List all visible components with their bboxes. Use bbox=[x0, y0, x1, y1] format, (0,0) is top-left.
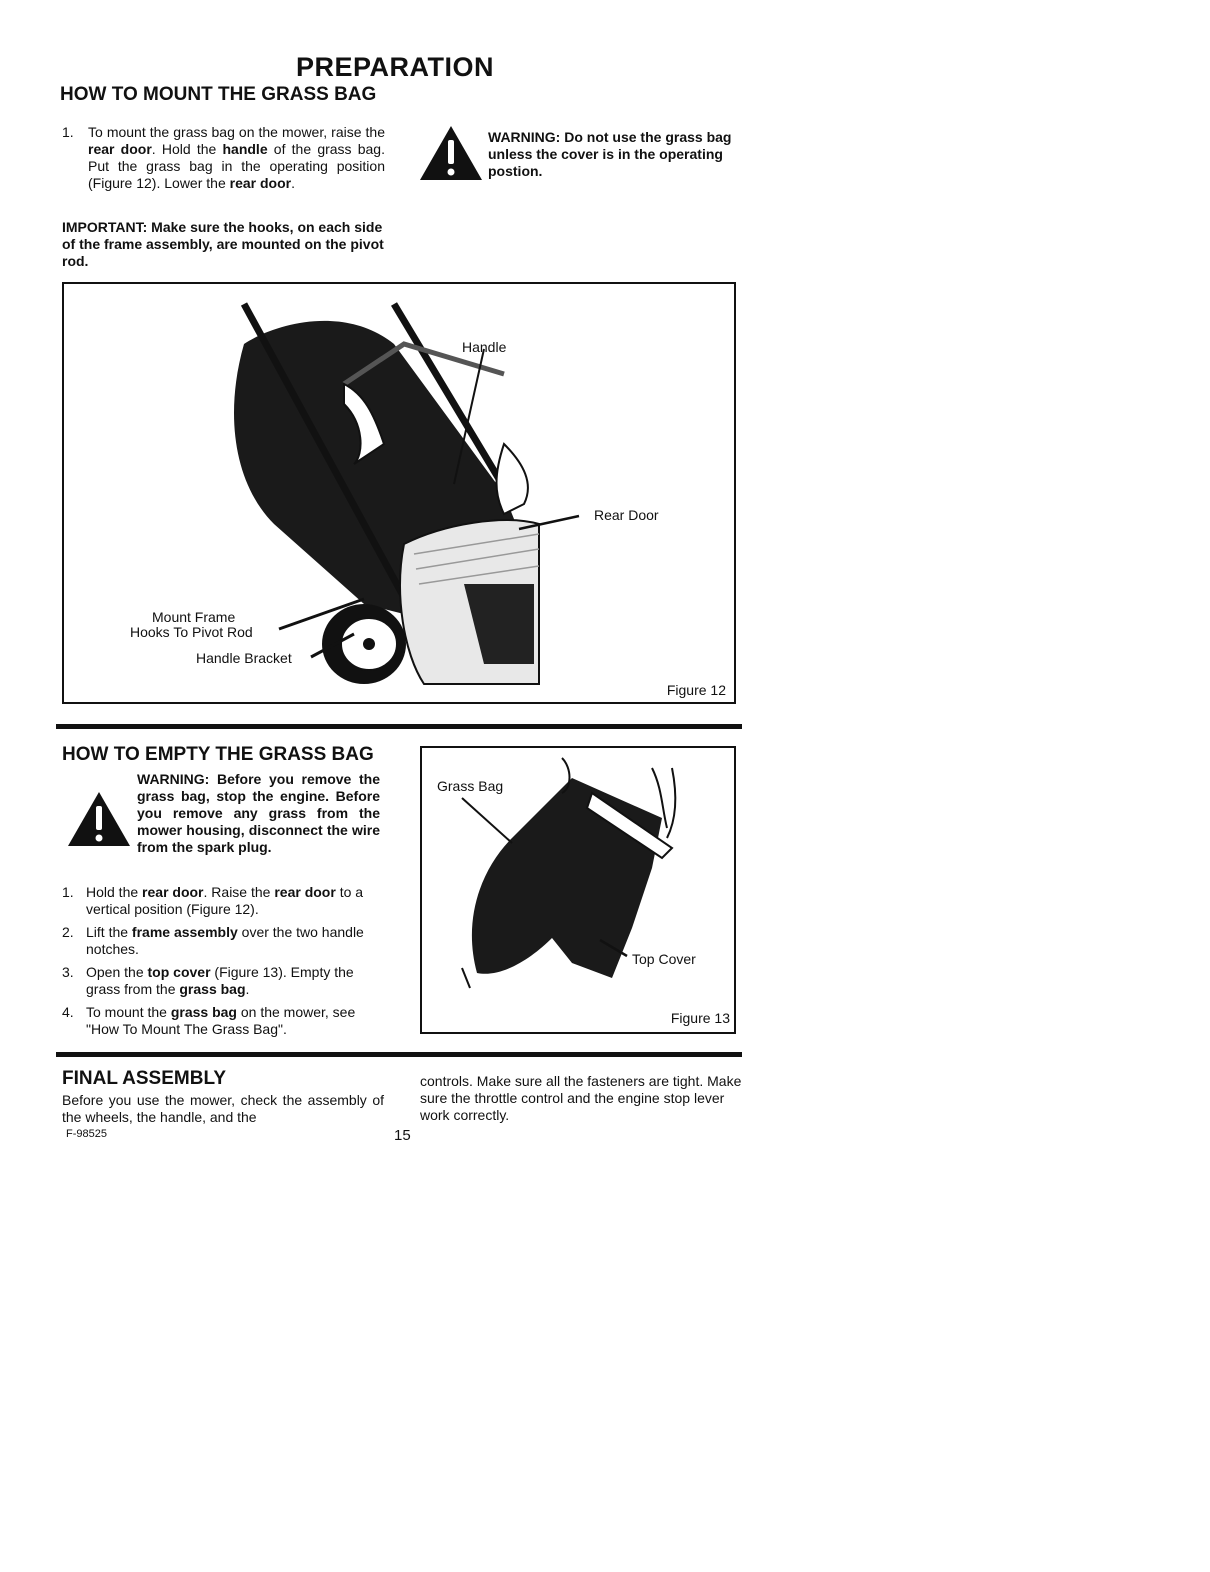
step-number: 2. bbox=[62, 924, 74, 940]
step-text: Open the bbox=[86, 964, 148, 980]
step-text: of the grass bag. Put the grass bag in the operating position (Figure 12). Lower the bbox=[88, 141, 385, 191]
step-text: . bbox=[245, 981, 250, 997]
figure-12 bbox=[62, 282, 736, 704]
step-text: . Hold the bbox=[151, 141, 223, 157]
figure-13-caption: Figure 13 bbox=[670, 1010, 730, 1026]
step-text: to a vertical position (Figure 12). bbox=[86, 884, 364, 917]
term-rear-door: rear door bbox=[142, 884, 204, 900]
section-divider bbox=[56, 724, 742, 729]
label-top-cover: Top Cover bbox=[632, 951, 696, 967]
label-handle-bracket: Handle Bracket bbox=[196, 650, 292, 666]
important-note: IMPORTANT: Make sure the hooks, on each side of the frame assembly, are mounted on the pivot rod. bbox=[62, 219, 384, 269]
section-heading-empty: HOW TO EMPTY THE GRASS BAG bbox=[62, 744, 374, 765]
step-text: (Figure 13). Empty the grass from the bbox=[86, 964, 354, 997]
term-frame-assembly: frame assembly bbox=[131, 924, 238, 940]
term-rear-door: rear door bbox=[229, 175, 292, 191]
page-title: PREPARATION bbox=[295, 52, 494, 82]
step-text: over the two handle notches. bbox=[86, 924, 364, 957]
step-number: 1. bbox=[62, 884, 74, 900]
label-handle: Handle bbox=[462, 339, 507, 355]
step-text: Lift the bbox=[86, 924, 132, 940]
step-text: Hold the bbox=[86, 884, 143, 900]
term-grass-bag: grass bag bbox=[179, 981, 246, 997]
term-top-cover: top cover bbox=[147, 964, 211, 980]
label-grass-bag: Grass Bag bbox=[437, 778, 504, 794]
page-number: 15 bbox=[394, 1127, 411, 1144]
label-mount-frame: Mount Frame bbox=[152, 609, 236, 625]
label-rear-door: Rear Door bbox=[594, 507, 659, 523]
mount-step-1 bbox=[60, 124, 385, 192]
list-item bbox=[58, 924, 384, 958]
step-text: To mount the grass bag on the mower, raise the bbox=[88, 124, 385, 140]
step-text: on the mower, see "How To Mount The Grass Bag". bbox=[86, 1004, 356, 1037]
list-item bbox=[58, 1004, 384, 1038]
warning-text-empty: WARNING: Before you remove the grass bag, stop the engine. Before you remove any grass from the mower housing, disconnect the wire from the spark plug. bbox=[137, 771, 380, 855]
figure-13 bbox=[420, 746, 736, 1034]
empty-steps bbox=[58, 884, 384, 1044]
section-heading-mount: HOW TO MOUNT THE GRASS BAG bbox=[60, 84, 377, 105]
list-item bbox=[58, 884, 384, 918]
list-item bbox=[58, 964, 384, 998]
step-text: . Raise the bbox=[203, 884, 275, 900]
step-text: To mount the bbox=[86, 1004, 171, 1020]
section-heading-final: FINAL ASSEMBLY bbox=[62, 1068, 226, 1089]
term-rear-door: rear door bbox=[88, 141, 152, 157]
doc-code: F-98525 bbox=[66, 1128, 107, 1140]
term-handle: handle bbox=[222, 141, 268, 157]
section-divider bbox=[56, 1052, 742, 1057]
step-number: 1. bbox=[62, 124, 74, 140]
final-text-left: Before you use the mower, check the assembly of the wheels, the handle, and the bbox=[62, 1092, 384, 1125]
warning-text-mount: WARNING: Do not use the grass bag unless the cover is in the operating postion. bbox=[488, 129, 732, 179]
warning-icon bbox=[66, 790, 132, 848]
term-rear-door: rear door bbox=[274, 884, 336, 900]
label-hooks-pivot-rod: Hooks To Pivot Rod bbox=[130, 624, 253, 640]
step-number: 3. bbox=[62, 964, 74, 980]
step-number: 4. bbox=[62, 1004, 74, 1020]
figure-12-caption: Figure 12 bbox=[666, 682, 726, 698]
final-text-right: controls. Make sure all the fasteners are tight. Make sure the throttle control and the engine stop lever work correctly. bbox=[420, 1073, 742, 1123]
term-grass-bag: grass bag bbox=[170, 1004, 237, 1020]
warning-icon bbox=[418, 124, 484, 182]
step-text: . bbox=[291, 175, 295, 191]
